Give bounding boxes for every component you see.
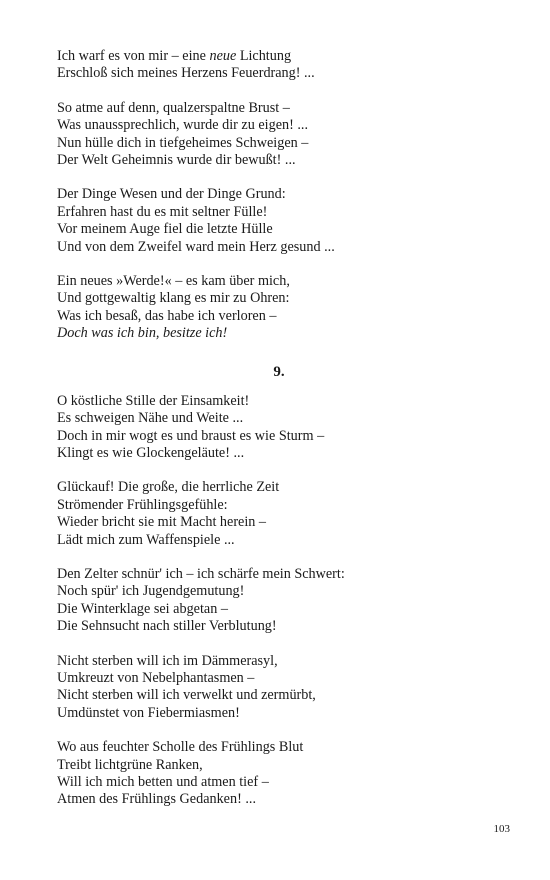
verse-text: Strömender Frühlingsgefühle:	[57, 496, 228, 513]
stanza	[57, 566, 517, 636]
verse-line	[57, 428, 517, 445]
verse-line	[57, 653, 517, 670]
verse-line	[57, 393, 517, 410]
poem-part-1	[57, 48, 517, 343]
book-page	[57, 48, 517, 826]
verse-text: Will ich mich betten und atmen tief –	[57, 774, 269, 790]
verse-text: So atme auf denn, qualzerspaltne Brust –	[57, 99, 290, 116]
verse-line	[57, 135, 517, 152]
verse-text: Lichtung	[236, 48, 292, 64]
verse-line	[57, 273, 517, 290]
verse-line	[57, 445, 517, 462]
verse-text: Nun hülle dich in tiefgeheimes Schweigen –	[57, 134, 309, 151]
verse-text: Erschloß sich meines Herzens Feuerdrang! ...	[57, 65, 315, 82]
verse-text: Der Welt Geheimnis wurde dir bewußt! ...	[57, 152, 296, 169]
verse-line	[57, 239, 517, 256]
verse-text: Was unaussprechlich, wurde dir zu eigen! ...	[57, 117, 308, 134]
stanza	[57, 393, 517, 463]
verse-line	[57, 497, 517, 514]
verse-text: Atmen des Frühlings Gedanken! ...	[57, 791, 256, 808]
verse-line	[57, 290, 517, 307]
verse-line	[57, 791, 517, 808]
verse-line	[57, 687, 517, 704]
verse-line	[57, 221, 517, 238]
verse-text: Vor meinem Auge fiel die letzte Hülle	[57, 221, 273, 238]
verse-text: Umdünstet von Fiebermiasmen!	[57, 704, 240, 721]
verse-text: Doch in mir wogt es und braust es wie Sturm –	[57, 427, 325, 444]
verse-text: Noch spür' ich Jugendgemutung!	[57, 583, 245, 600]
verse-text: Erfahren hast du es mit seltner Fülle!	[57, 203, 268, 220]
verse-line	[57, 705, 517, 722]
verse-text: Wo aus feuchter Scholle des Frühlings Blut	[57, 739, 304, 756]
verse-text: Nicht sterben will ich im Dämmerasyl,	[57, 652, 278, 669]
verse-text: Und gottgewaltig klang es mir zu Ohren:	[57, 290, 290, 307]
verse-text: Der Dinge Wesen und der Dinge Grund:	[57, 186, 286, 203]
verse-text: Lädt mich zum Waffenspiele ...	[57, 531, 235, 548]
verse-text: Die Winterklage sei abgetan –	[57, 600, 228, 617]
verse-line	[57, 308, 517, 325]
verse-text: Und von dem Zweifel ward mein Herz gesund ...	[57, 238, 335, 255]
verse-text: Ein neues »Werde!« – es kam über mich,	[57, 273, 290, 290]
verse-text: Es schweigen Nähe und Weite ...	[57, 410, 244, 427]
verse-line	[57, 204, 517, 221]
verse-line	[57, 601, 517, 618]
stanza	[57, 48, 517, 83]
stanza	[57, 479, 517, 549]
verse-line	[57, 774, 517, 791]
stanza	[57, 186, 517, 256]
verse-line	[57, 618, 517, 635]
poem-part-2	[57, 393, 517, 809]
verse-line	[57, 514, 517, 531]
verse-text: Nicht sterben will ich verwelkt und zermürbt,	[57, 687, 316, 704]
stanza	[57, 739, 517, 809]
verse-line	[57, 583, 517, 600]
verse-line	[57, 325, 517, 342]
verse-line	[57, 479, 517, 496]
verse-line	[57, 566, 517, 583]
verse-text: Was ich besaß, das habe ich verloren –	[57, 307, 277, 324]
verse-text: Treibt lichtgrüne Ranken,	[57, 756, 203, 773]
verse-line	[57, 757, 517, 774]
verse-text: Klingt es wie Glockengeläute! ...	[57, 444, 245, 461]
verse-text: Umkreuzt von Nebelphantasmen –	[57, 669, 255, 686]
verse-text: Den Zelter schnür' ich – ich schärfe mein Schwert:	[57, 565, 345, 582]
verse-line	[57, 152, 517, 169]
verse-text: Wieder bricht sie mit Macht herein –	[57, 514, 267, 531]
verse-line	[57, 65, 517, 82]
page-number: 103	[493, 823, 510, 835]
stanza	[57, 273, 517, 343]
verse-line	[57, 532, 517, 549]
verse-text: Ich warf es von mir – eine	[57, 48, 210, 64]
verse-line	[57, 186, 517, 203]
verse-line	[57, 410, 517, 427]
verse-text: Die Sehnsucht nach stiller Verblutung!	[57, 618, 277, 635]
stanza	[57, 653, 517, 723]
verse-line	[57, 48, 517, 65]
italic-text: neue	[209, 48, 237, 64]
italic-text: Doch was ich bin, besitze ich!	[57, 325, 228, 342]
verse-text: Glückauf! Die große, die herrliche Zeit	[57, 479, 280, 496]
section-heading: 9.	[273, 363, 285, 380]
stanza	[57, 100, 517, 170]
verse-line	[57, 739, 517, 756]
verse-line	[57, 670, 517, 687]
verse-text: O köstliche Stille der Einsamkeit!	[57, 392, 250, 409]
verse-line	[57, 100, 517, 117]
verse-line	[57, 117, 517, 134]
